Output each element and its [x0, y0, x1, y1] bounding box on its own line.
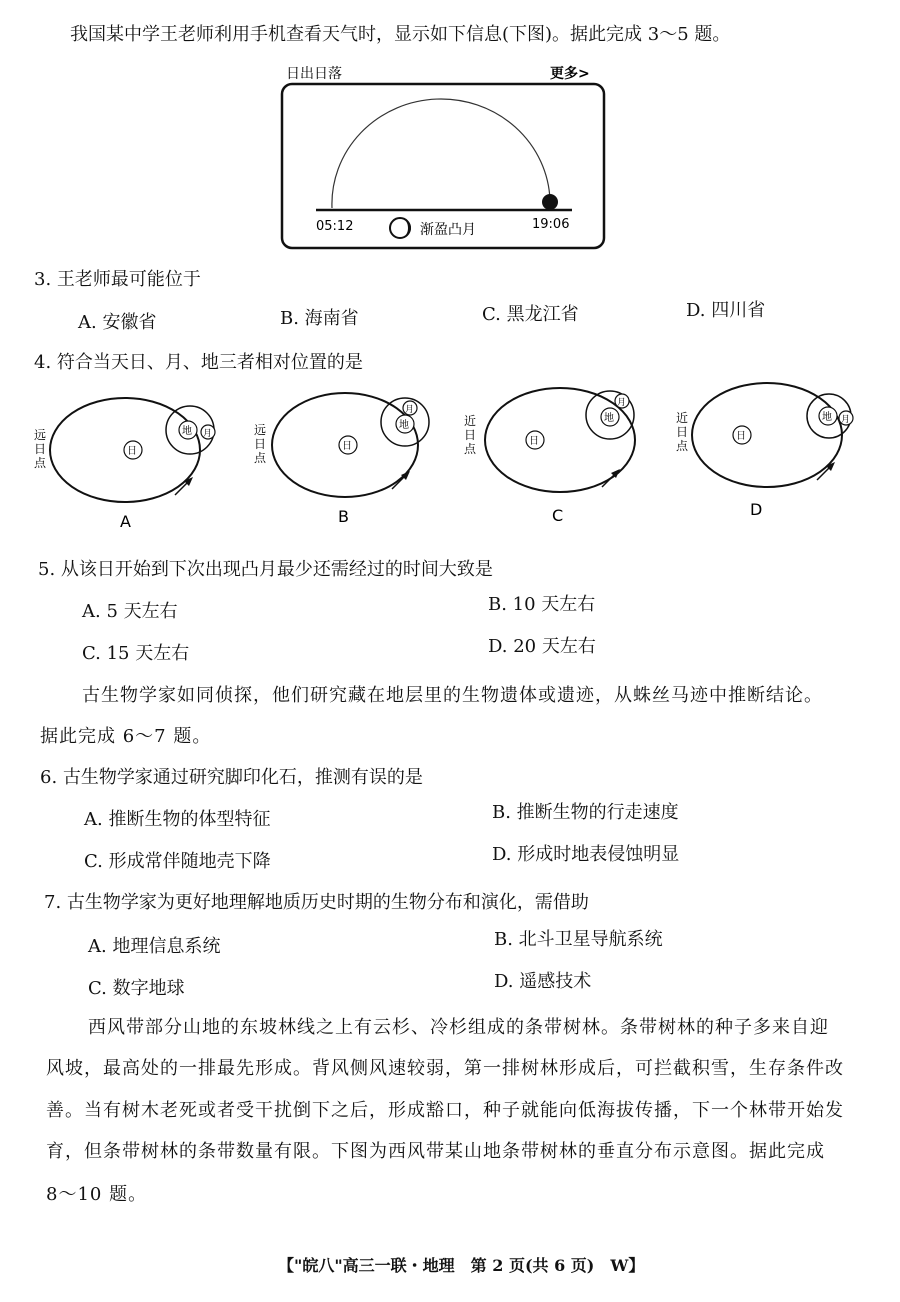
q3-option-c: C. 黑龙江省: [482, 304, 579, 325]
intro-text: 我国某中学王老师利用手机查看天气时，显示如下信息(下图)。据此完成 3～5 题。: [70, 24, 731, 45]
perihelion-label-char: 日: [676, 425, 689, 439]
perihelion-label-char: 点: [676, 439, 689, 453]
q5-stem: 5. 从该日开始到下次出现凸月最少还需经过的时间大致是: [38, 559, 493, 580]
earth-label: 地: [182, 426, 192, 437]
orbit-diagram-c-svg: [460, 383, 660, 528]
q3-option-d: D. 四川省: [686, 300, 766, 321]
orbit-diagram-d-svg: [672, 380, 872, 525]
passage3-line2: 风坡，最高处的一排最先形成。背风侧风速较弱，第一排树林形成后，可拦截积雪，生存条件改: [46, 1058, 844, 1079]
q3-stem: 3. 王老师最可能位于: [34, 269, 201, 290]
earth-label: 地: [399, 420, 409, 431]
orbit-diagram-d: [672, 380, 872, 525]
q6-option-c: C. 形成常伴随地壳下降: [84, 851, 271, 872]
q6-option-d: D. 形成时地表侵蚀明显: [492, 844, 680, 865]
page-footer: 【"皖八"高三一联・地理 第 2 页(共 6 页) W】: [278, 1256, 645, 1275]
sunset-time: 19:06: [532, 217, 570, 232]
sunrise-sunset-figure: [280, 62, 610, 252]
perihelion-label-char: 点: [34, 456, 47, 470]
passage2-line1: 古生物学家如同侦探，他们研究藏在地层里的生物遗体或遗迹，从蛛丝马迹中推断结论。: [82, 685, 823, 706]
orbit-diagram-a: [30, 395, 230, 535]
sun-label: 日: [127, 446, 137, 457]
perihelion-label-char: 近: [676, 411, 689, 425]
diagram-letter: B: [338, 507, 349, 526]
q7-option-a: A. 地理信息系统: [88, 936, 221, 957]
passage3-line5: 8～10 题。: [46, 1184, 148, 1205]
perihelion-label-char: 日: [464, 428, 477, 442]
orbit-diagram-a-svg: [30, 395, 230, 535]
moon-label: 月: [203, 429, 213, 439]
sunrise-sunset-card: [280, 62, 610, 252]
perihelion-label-char: 点: [254, 451, 267, 465]
perihelion-label-char: 日: [254, 437, 267, 451]
more-link: 更多>: [550, 66, 590, 82]
diagram-letter: D: [750, 500, 763, 519]
diagram-letter: C: [552, 506, 564, 525]
moon-phase-label: 渐盈凸月: [420, 222, 476, 238]
perihelion-label-char: 远: [254, 423, 267, 437]
q7-stem: 7. 古生物学家为更好地理解地质历史时期的生物分布和演化，需借助: [44, 892, 589, 913]
card-title: 日出日落: [286, 66, 342, 82]
earth-label: 地: [822, 412, 832, 423]
q7-option-c: C. 数字地球: [88, 978, 185, 999]
passage3-line4: 育，但条带树林的条带数量有限。下图为西风带某山地条带树林的垂直分布示意图。据此完成: [46, 1141, 825, 1162]
q7-option-d: D. 遥感技术: [494, 971, 592, 992]
perihelion-label-char: 近: [464, 414, 477, 428]
earth-orbit: [692, 383, 842, 487]
q6-option-a: A. 推断生物的体型特征: [84, 809, 271, 830]
perihelion-label-char: 日: [34, 442, 47, 456]
earth-label: 地: [604, 413, 614, 424]
sunrise-time: 05:12: [316, 219, 354, 234]
passage3-line1: 西风带部分山地的东坡林线之上有云杉、冷杉组成的条带树林。条带树林的种子多来自迎: [88, 1017, 829, 1038]
orbit-diagram-c: [460, 383, 660, 528]
q6-option-b: B. 推断生物的行走速度: [492, 802, 679, 823]
perihelion-label-char: 远: [34, 428, 47, 442]
sun-path-arc: [332, 99, 550, 208]
q5-option-b: B. 10 天左右: [488, 594, 596, 615]
passage3-line3: 善。当有树木老死或者受干扰倒下之后，形成豁口，种子就能向低海拔传播，下一个林带开始发: [46, 1100, 844, 1121]
q3-option-b: B. 海南省: [280, 308, 359, 329]
moon-phase-icon-shade: [402, 219, 411, 237]
moon-label: 月: [405, 405, 415, 415]
moon-label: 月: [617, 398, 627, 408]
q5-option-d: D. 20 天左右: [488, 636, 596, 657]
q7-option-b: B. 北斗卫星导航系统: [494, 929, 663, 950]
q3-option-a: A. 安徽省: [78, 312, 157, 333]
sun-label: 日: [529, 436, 539, 447]
q6-stem: 6. 古生物学家通过研究脚印化石，推测有误的是: [40, 767, 423, 788]
diagram-letter: A: [120, 512, 131, 531]
orbit-diagram-b-svg: [250, 392, 450, 532]
passage2-line2: 据此完成 6～7 题。: [40, 726, 212, 747]
sun-label: 日: [736, 431, 746, 442]
sun-label: 日: [342, 441, 352, 452]
q5-option-a: A. 5 天左右: [82, 601, 178, 622]
orbit-diagram-b: [250, 392, 450, 532]
perihelion-label-char: 点: [464, 442, 477, 456]
moon-label: 月: [841, 415, 851, 425]
q5-option-c: C. 15 天左右: [82, 643, 190, 664]
q4-stem: 4. 符合当天日、月、地三者相对位置的是: [34, 352, 363, 373]
sun-icon: [542, 194, 558, 210]
